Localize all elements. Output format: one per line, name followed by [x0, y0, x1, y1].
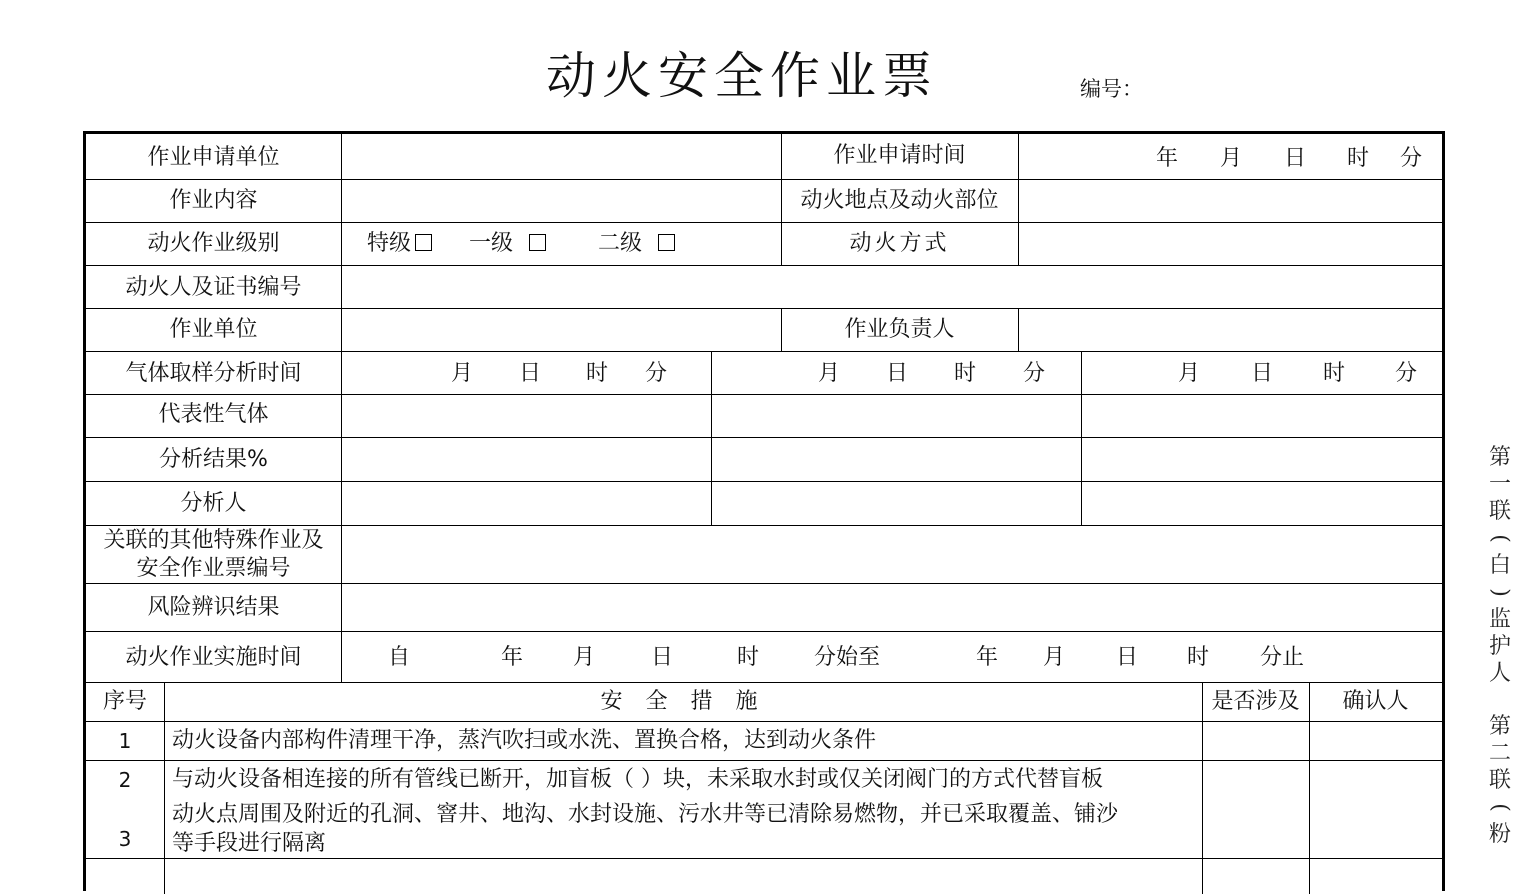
exec-end-day: 日 — [1116, 645, 1139, 670]
measures-header-involved: 是否涉及 — [1211, 689, 1300, 714]
apply-time-minute: 分 — [1400, 146, 1423, 171]
checkbox-first[interactable] — [529, 234, 546, 251]
measure-row-3-involved[interactable] — [1203, 800, 1309, 858]
measure-row-3-text-line2: 等手段进行隔离 — [172, 831, 327, 856]
sample1-day: 日 — [519, 361, 542, 386]
worker-label: 动火人及证书编号 — [125, 275, 302, 300]
sample3-hour: 时 — [1323, 361, 1346, 386]
apply-time-label: 作业申请时间 — [833, 143, 966, 168]
measures-header-no: 序号 — [102, 689, 147, 714]
measure-row-2-involved[interactable] — [1203, 761, 1309, 799]
work-unit-field[interactable] — [342, 309, 781, 351]
measures-header-confirm: 确认人 — [1342, 689, 1409, 714]
sample2-hour: 时 — [954, 361, 977, 386]
sample1-minute: 分 — [645, 361, 668, 386]
copy-note: 第 一 联 ( 白 ) 监 护 人 第 二 联 ( 粉 — [1487, 445, 1513, 847]
level-option-special[interactable] — [367, 229, 432, 259]
method-field[interactable] — [1019, 223, 1441, 265]
leader-field[interactable] — [1019, 309, 1441, 351]
sample1-month: 月 — [451, 361, 474, 386]
exec-end-month: 月 — [1043, 645, 1066, 670]
measure-row-2-confirm[interactable] — [1310, 761, 1441, 799]
gas-label: 代表性气体 — [158, 402, 269, 427]
measure-row-2-no: 2 — [118, 768, 132, 792]
risk-field[interactable] — [342, 584, 1441, 630]
worker-field[interactable] — [342, 266, 1441, 308]
exec-from: 自 — [388, 645, 411, 670]
related-field[interactable] — [342, 526, 1441, 582]
apply-time-day: 日 — [1284, 146, 1307, 171]
exec-end-minute: 分止 — [1260, 645, 1305, 670]
permit-form — [83, 131, 1445, 891]
measure-row-1-involved[interactable] — [1203, 722, 1309, 760]
exec-start-year: 年 — [501, 645, 524, 670]
exec-start-minute: 分始至 — [814, 645, 881, 670]
level-option-second[interactable] — [598, 229, 675, 259]
content-field[interactable] — [342, 180, 781, 222]
sample1-hour: 时 — [586, 361, 609, 386]
checkbox-special[interactable] — [415, 234, 432, 251]
exec-end-year: 年 — [976, 645, 999, 670]
measure-row-1-text: 动火设备内部构件清理干净，蒸汽吹扫或水洗、置换合格，达到动火条件 — [172, 728, 877, 753]
sample2-minute: 分 — [1023, 361, 1046, 386]
level-option-first[interactable] — [469, 229, 546, 259]
exec-time-label: 动火作业实施时间 — [125, 645, 302, 670]
apply-time-year: 年 — [1156, 146, 1179, 171]
measure-row-3-text-line1: 动火点周围及附近的孔洞、窨井、地沟、水封设施、污水井等已清除易燃物，并已采取覆盖、铺沙 — [172, 802, 1119, 827]
sample3-month: 月 — [1178, 361, 1201, 386]
result-label: 分析结果% — [159, 447, 268, 472]
related-label — [86, 527, 341, 583]
leader-label: 作业负责人 — [844, 317, 955, 342]
location-field[interactable] — [1019, 180, 1441, 222]
serial-number-label: 编号： — [1080, 77, 1143, 101]
apply-unit-label: 作业申请单位 — [147, 145, 280, 170]
exec-start-month: 月 — [573, 645, 596, 670]
measure-row-2-text: 与动火设备相连接的所有管线已断开，加盲板（ ）块，未采取水封或仅关闭阀门的方式代替盲板 — [172, 767, 1103, 792]
exec-end-hour: 时 — [1187, 645, 1210, 670]
related-label-line1: 关联的其他特殊作业及 — [103, 528, 324, 553]
method-label: 动火方式 — [849, 231, 950, 256]
sample-time-label: 气体取样分析时间 — [125, 361, 302, 386]
exec-start-hour: 时 — [737, 645, 760, 670]
apply-unit-field[interactable] — [342, 136, 781, 178]
content-label: 作业内容 — [169, 188, 258, 213]
exec-start-day: 日 — [651, 645, 674, 670]
measure-row-1-confirm[interactable] — [1310, 722, 1441, 760]
risk-label: 风险辨识结果 — [147, 595, 280, 620]
level-label: 动火作业级别 — [147, 231, 280, 256]
sample2-month: 月 — [818, 361, 841, 386]
analyst-label: 分析人 — [180, 491, 247, 516]
level-option-second-label: 二级 — [598, 231, 643, 256]
work-unit-label: 作业单位 — [169, 317, 258, 342]
level-option-first-label: 一级 — [469, 231, 514, 256]
apply-time-hour: 时 — [1347, 146, 1370, 171]
form-title: 动火安全作业票 — [546, 47, 938, 105]
measure-row-3-no: 3 — [118, 827, 132, 851]
measure-row-1-no: 1 — [118, 729, 132, 753]
location-label: 动火地点及动火部位 — [800, 188, 999, 213]
checkbox-second[interactable] — [658, 234, 675, 251]
level-option-special-label: 特级 — [367, 231, 412, 256]
related-label-line2: 安全作业票编号 — [136, 556, 291, 581]
sample2-day: 日 — [886, 361, 909, 386]
measures-header-measure: 安 全 措 施 — [600, 689, 766, 714]
sample3-day: 日 — [1251, 361, 1274, 386]
apply-time-month: 月 — [1220, 146, 1243, 171]
measure-row-3-confirm[interactable] — [1310, 800, 1441, 858]
sample3-minute: 分 — [1395, 361, 1418, 386]
